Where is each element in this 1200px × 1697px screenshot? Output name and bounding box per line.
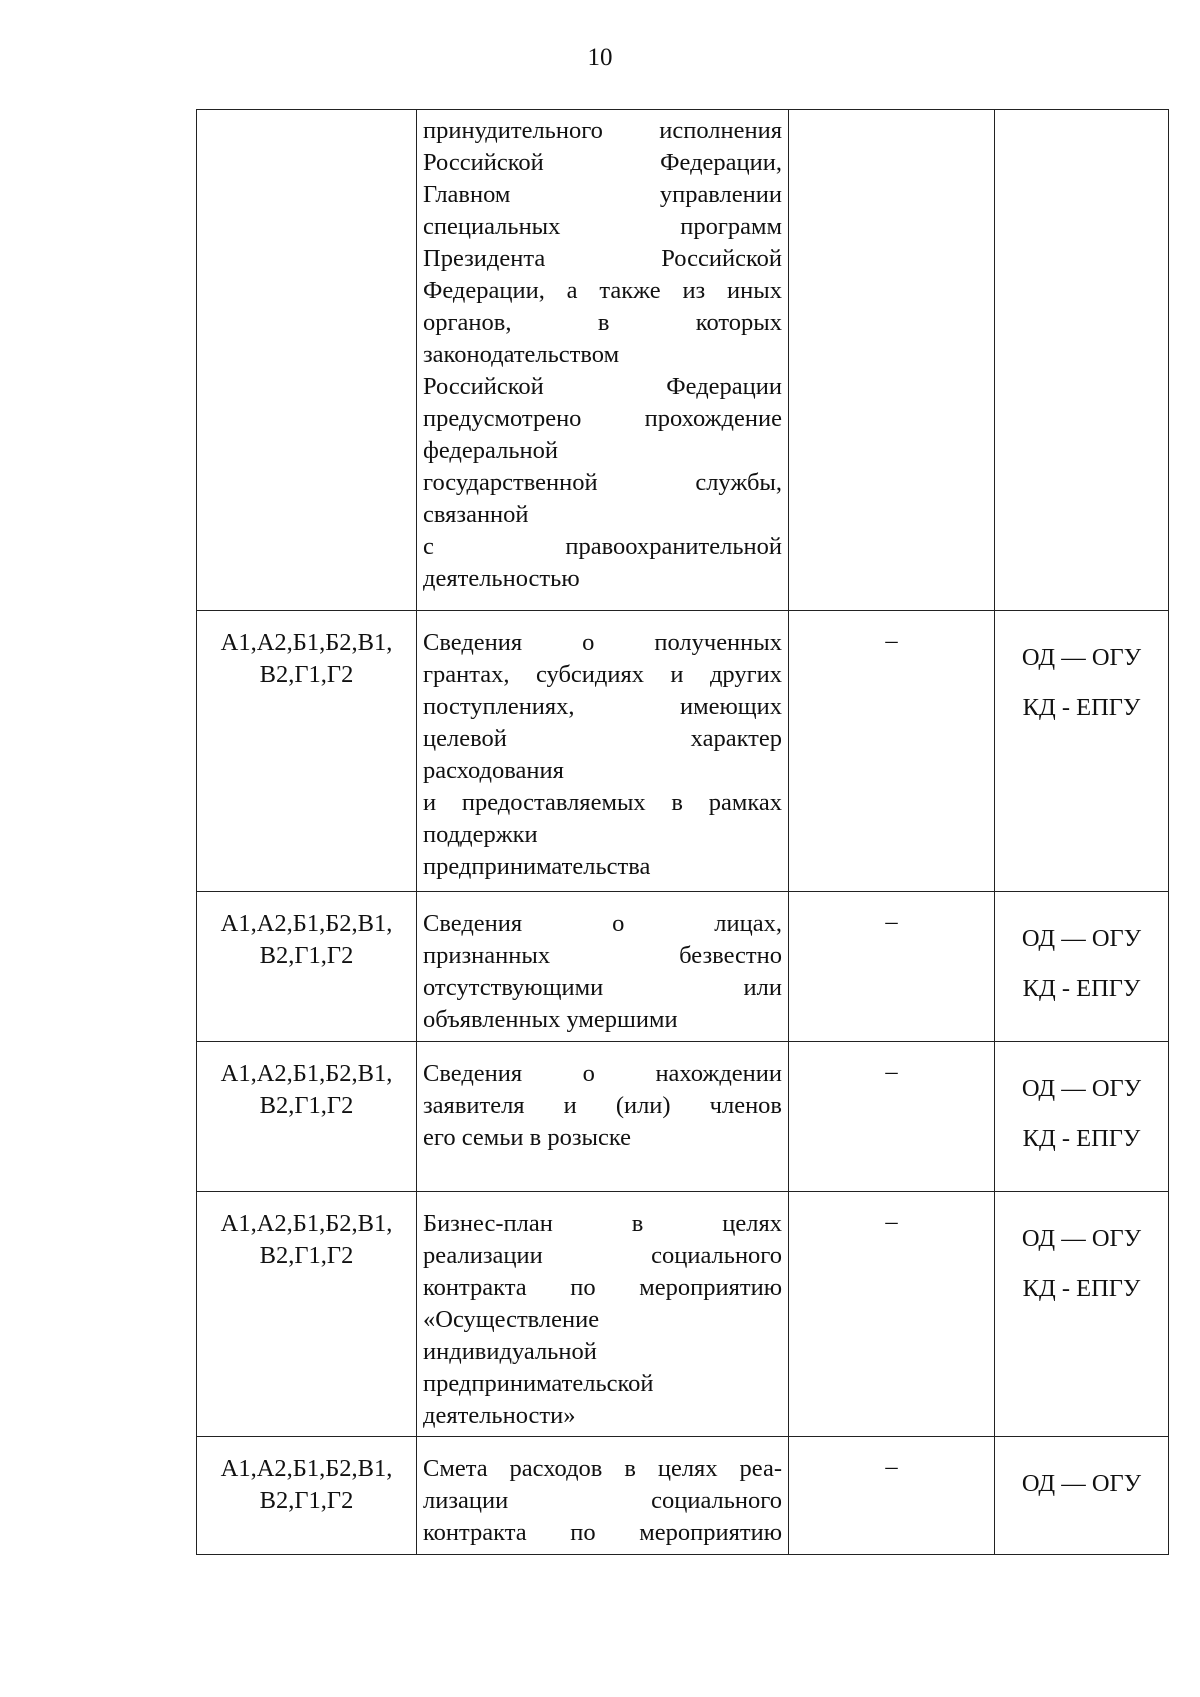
method-line: ОД — ОГУ	[1021, 644, 1142, 671]
methods-cell	[995, 1437, 1169, 1555]
description-line: принудительного исполнения	[423, 117, 782, 144]
description-cell	[417, 892, 789, 1042]
description-line: Сведения о полученных	[423, 629, 782, 656]
description-line: целевой характер	[423, 725, 782, 752]
description-line: федеральной	[423, 437, 558, 464]
document-table	[196, 109, 1169, 1555]
description-line: предпринимательской	[423, 1370, 654, 1397]
description-line: и предоставляемых в рамках	[423, 789, 782, 816]
description-line: Бизнес-план в целях	[423, 1210, 782, 1237]
description-line: Смета расходов в целях реа-	[423, 1455, 782, 1482]
description-line: деятельностью	[423, 565, 580, 592]
description-line: контракта по мероприятию	[423, 1274, 782, 1301]
description-cell	[417, 611, 789, 892]
description-line: признанных безвестно	[423, 942, 782, 969]
dash-cell: –	[789, 1192, 995, 1437]
table-row	[197, 611, 1169, 892]
description-line: заявителя и (или) членов	[423, 1092, 782, 1119]
page-number: 10	[587, 44, 613, 71]
description-line: с правоохранительной	[423, 533, 782, 560]
description-line: Российской Федерации,	[423, 149, 782, 176]
description-line: реализации социального	[423, 1242, 782, 1269]
methods-cell	[995, 892, 1169, 1042]
table-row	[197, 1042, 1169, 1192]
table-row	[197, 892, 1169, 1042]
codes-cell: А1,А2,Б1,Б2,В1, В2,Г1,Г2	[197, 1437, 417, 1555]
dash-cell: –	[789, 611, 995, 892]
method-line: КД - ЕПГУ	[1022, 975, 1141, 1002]
description-line: законодательством	[423, 341, 620, 368]
table-row	[197, 110, 1169, 611]
method-line: КД - ЕПГУ	[1022, 694, 1141, 721]
description-line: Сведения о нахождении	[423, 1060, 782, 1087]
description-line: его семьи в розыске	[423, 1124, 632, 1151]
method-line: ОД — ОГУ	[1021, 925, 1142, 952]
methods-cell	[995, 611, 1169, 892]
description-line: Российской Федерации	[423, 373, 782, 400]
description-line: специальных программ	[423, 213, 782, 240]
method-line: КД - ЕПГУ	[1022, 1275, 1141, 1302]
description-line: поступлениях, имеющих	[423, 693, 782, 720]
description-cell	[417, 110, 789, 611]
description-line: контракта по мероприятию	[423, 1519, 782, 1546]
dash-cell	[789, 110, 995, 611]
description-line: связанной	[423, 501, 529, 528]
description-cell	[417, 1192, 789, 1437]
codes-cell: А1,А2,Б1,Б2,В1, В2,Г1,Г2	[197, 1042, 417, 1192]
methods-cell	[995, 1042, 1169, 1192]
description-line: объявленных умершими	[423, 1006, 678, 1033]
table-row	[197, 1437, 1169, 1555]
methods-cell	[995, 1192, 1169, 1437]
methods-cell	[995, 110, 1169, 611]
dash-cell: –	[789, 1437, 995, 1555]
description-line: деятельности»	[423, 1402, 576, 1429]
description-line: грантах, субсидиях и других	[423, 661, 782, 688]
description-line: отсутствующими или	[423, 974, 782, 1001]
method-line: ОД — ОГУ	[1021, 1470, 1142, 1497]
description-line: «Осуществление	[423, 1306, 600, 1333]
description-line: лизации социального	[423, 1487, 782, 1514]
description-line: поддержки	[423, 821, 538, 848]
description-line: государственной службы,	[423, 469, 782, 496]
codes-cell: А1,А2,Б1,Б2,В1, В2,Г1,Г2	[197, 1192, 417, 1437]
dash-cell: –	[789, 892, 995, 1042]
description-line: предпринимательства	[423, 853, 651, 880]
description-line: индивидуальной	[423, 1338, 597, 1365]
method-line: ОД — ОГУ	[1021, 1225, 1142, 1252]
description-cell	[417, 1042, 789, 1192]
description-line: Федерации, а также из иных	[423, 277, 782, 304]
description-line: предусмотрено прохождение	[423, 405, 782, 432]
codes-cell: А1,А2,Б1,Б2,В1, В2,Г1,Г2	[197, 611, 417, 892]
method-line: КД - ЕПГУ	[1022, 1125, 1141, 1152]
description-cell	[417, 1437, 789, 1555]
codes-cell	[197, 110, 417, 611]
description-line: расходования	[423, 757, 564, 784]
table-row	[197, 1192, 1169, 1437]
dash-cell: –	[789, 1042, 995, 1192]
description-line: Сведения о лицах,	[423, 910, 782, 937]
method-line: ОД — ОГУ	[1021, 1075, 1142, 1102]
description-line: органов, в которых	[423, 309, 782, 336]
codes-cell: А1,А2,Б1,Б2,В1, В2,Г1,Г2	[197, 892, 417, 1042]
description-line: Президента Российской	[423, 245, 782, 272]
description-line: Главном управлении	[423, 181, 782, 208]
